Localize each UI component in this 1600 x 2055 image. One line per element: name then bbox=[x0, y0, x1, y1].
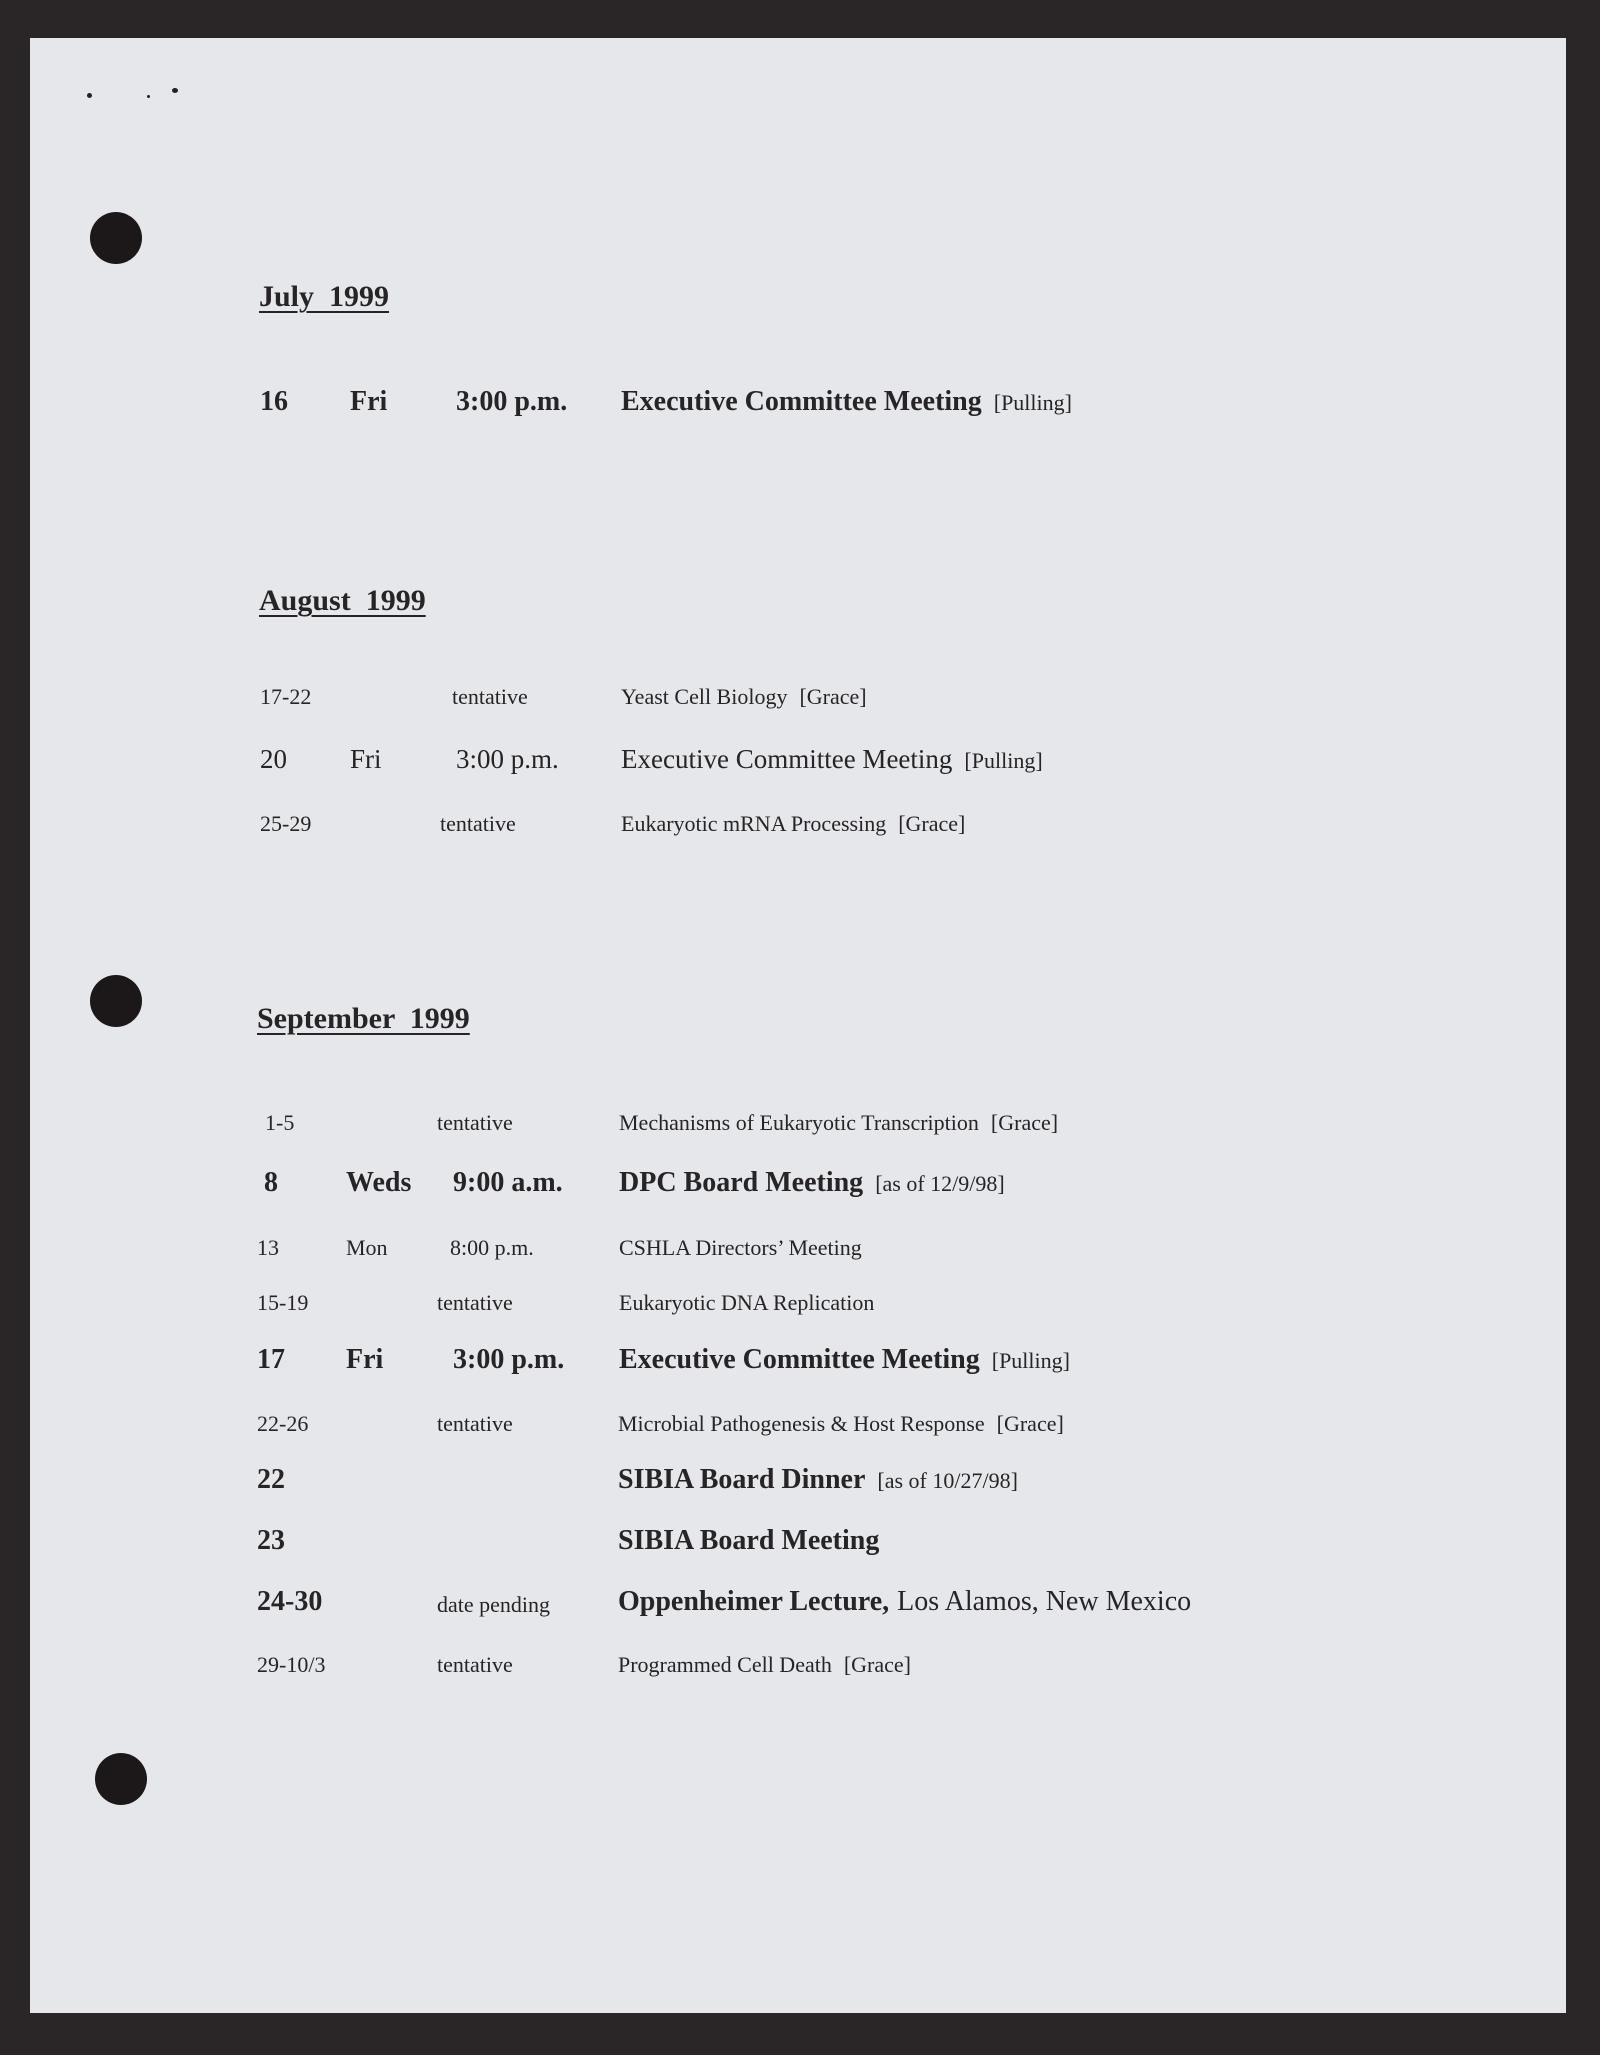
event-title-text: Eukaryotic mRNA Processing bbox=[621, 811, 887, 836]
section-heading-september: September 1999 bbox=[257, 1002, 470, 1035]
event-title bbox=[619, 1290, 874, 1316]
event-title-text: CSHLA Directors’ Meeting bbox=[619, 1235, 862, 1260]
event-time: tentative bbox=[437, 1110, 513, 1135]
event-row bbox=[0, 744, 1600, 784]
event-title bbox=[619, 1167, 1005, 1199]
event-note: [Grace] bbox=[898, 811, 966, 836]
event-title bbox=[621, 386, 1072, 418]
event-row bbox=[0, 684, 1600, 724]
event-note: [Grace] bbox=[990, 1110, 1059, 1135]
event-date: 13 bbox=[257, 1235, 279, 1260]
event-row bbox=[0, 1525, 1600, 1565]
event-day: Fri bbox=[350, 744, 382, 774]
event-date: 25-29 bbox=[260, 811, 312, 836]
event-title-text: Programmed Cell Death bbox=[618, 1652, 832, 1677]
event-title bbox=[618, 1586, 1191, 1618]
event-title bbox=[619, 1235, 874, 1261]
event-date: 29-10/3 bbox=[257, 1652, 326, 1677]
event-date: 22 bbox=[257, 1464, 285, 1495]
event-date: 24-30 bbox=[257, 1586, 323, 1617]
event-date: 8 bbox=[264, 1167, 278, 1198]
event-time: tentative bbox=[437, 1290, 513, 1315]
event-title bbox=[621, 811, 965, 837]
event-time: tentative bbox=[452, 684, 528, 709]
event-row bbox=[0, 1464, 1600, 1504]
event-title-text: Oppenheimer Lecture, bbox=[618, 1586, 890, 1617]
speck-mark bbox=[87, 93, 92, 98]
speck-mark bbox=[147, 95, 150, 98]
event-date: 23 bbox=[257, 1525, 285, 1556]
event-row bbox=[0, 386, 1600, 426]
speck-mark bbox=[172, 88, 178, 93]
event-note: [Pulling] bbox=[991, 1348, 1070, 1373]
event-time: 3:00 p.m. bbox=[453, 1344, 565, 1375]
event-title-text: SIBIA Board Dinner bbox=[618, 1464, 866, 1495]
punch-hole bbox=[90, 212, 142, 264]
event-title-text: Executive Committee Meeting bbox=[621, 386, 982, 417]
event-note: [as of 10/27/98] bbox=[877, 1468, 1018, 1493]
event-date: 1-5 bbox=[265, 1110, 295, 1135]
event-time: 3:00 p.m. bbox=[456, 744, 559, 774]
event-date: 17 bbox=[257, 1344, 285, 1375]
event-title bbox=[618, 1525, 879, 1557]
event-date: 16 bbox=[260, 386, 288, 417]
event-note: [as of 12/9/98] bbox=[875, 1171, 1005, 1196]
event-row bbox=[0, 1290, 1600, 1330]
section-heading-august: August 1999 bbox=[259, 584, 426, 617]
event-title-text: Mechanisms of Eukaryotic Transcription bbox=[619, 1110, 979, 1135]
event-row bbox=[0, 811, 1600, 851]
section-heading-july: July 1999 bbox=[259, 280, 390, 313]
event-title-text: DPC Board Meeting bbox=[619, 1167, 864, 1198]
event-date: 17-22 bbox=[260, 684, 312, 709]
event-note: [Grace] bbox=[996, 1411, 1064, 1436]
event-row bbox=[0, 1344, 1600, 1384]
event-note: [Grace] bbox=[799, 684, 867, 709]
event-day: Mon bbox=[346, 1235, 388, 1260]
event-title-text: Yeast Cell Biology bbox=[621, 684, 788, 709]
event-day: Weds bbox=[346, 1167, 412, 1198]
event-row bbox=[0, 1110, 1600, 1150]
event-day: Fri bbox=[346, 1344, 384, 1375]
event-title bbox=[619, 1110, 1058, 1136]
event-time: date pending bbox=[437, 1592, 551, 1617]
event-time: 8:00 p.m. bbox=[450, 1235, 534, 1260]
event-title bbox=[618, 1464, 1018, 1496]
event-day: Fri bbox=[350, 386, 388, 417]
event-title bbox=[618, 1411, 1064, 1437]
event-row bbox=[0, 1586, 1600, 1626]
event-row bbox=[0, 1411, 1600, 1451]
event-time: 3:00 p.m. bbox=[456, 386, 568, 417]
event-row bbox=[0, 1167, 1600, 1207]
event-title bbox=[621, 744, 1043, 775]
punch-hole bbox=[90, 975, 142, 1027]
punch-hole bbox=[95, 1753, 147, 1805]
event-date: 22-26 bbox=[257, 1411, 309, 1436]
event-title-text: SIBIA Board Meeting bbox=[618, 1525, 880, 1556]
event-time: tentative bbox=[437, 1652, 513, 1677]
event-time: tentative bbox=[440, 811, 516, 836]
event-row bbox=[0, 1235, 1600, 1275]
event-row bbox=[0, 1652, 1600, 1692]
event-time: tentative bbox=[437, 1411, 513, 1436]
event-note: [Pulling] bbox=[993, 390, 1072, 415]
event-title-text: Executive Committee Meeting bbox=[621, 744, 953, 774]
event-title bbox=[618, 1652, 911, 1678]
event-title-text: Microbial Pathogenesis & Host Response bbox=[618, 1411, 985, 1436]
event-title bbox=[621, 684, 867, 710]
event-title bbox=[619, 1344, 1070, 1376]
event-date: 20 bbox=[260, 744, 287, 774]
event-title-text: Eukaryotic DNA Replication bbox=[619, 1290, 875, 1315]
event-date: 15-19 bbox=[257, 1290, 309, 1315]
event-note: [Grace] bbox=[843, 1652, 912, 1677]
event-note: [Pulling] bbox=[964, 748, 1043, 773]
event-time: 9:00 a.m. bbox=[453, 1167, 563, 1198]
event-location: Los Alamos, New Mexico bbox=[897, 1586, 1192, 1617]
event-title-text: Executive Committee Meeting bbox=[619, 1344, 980, 1375]
